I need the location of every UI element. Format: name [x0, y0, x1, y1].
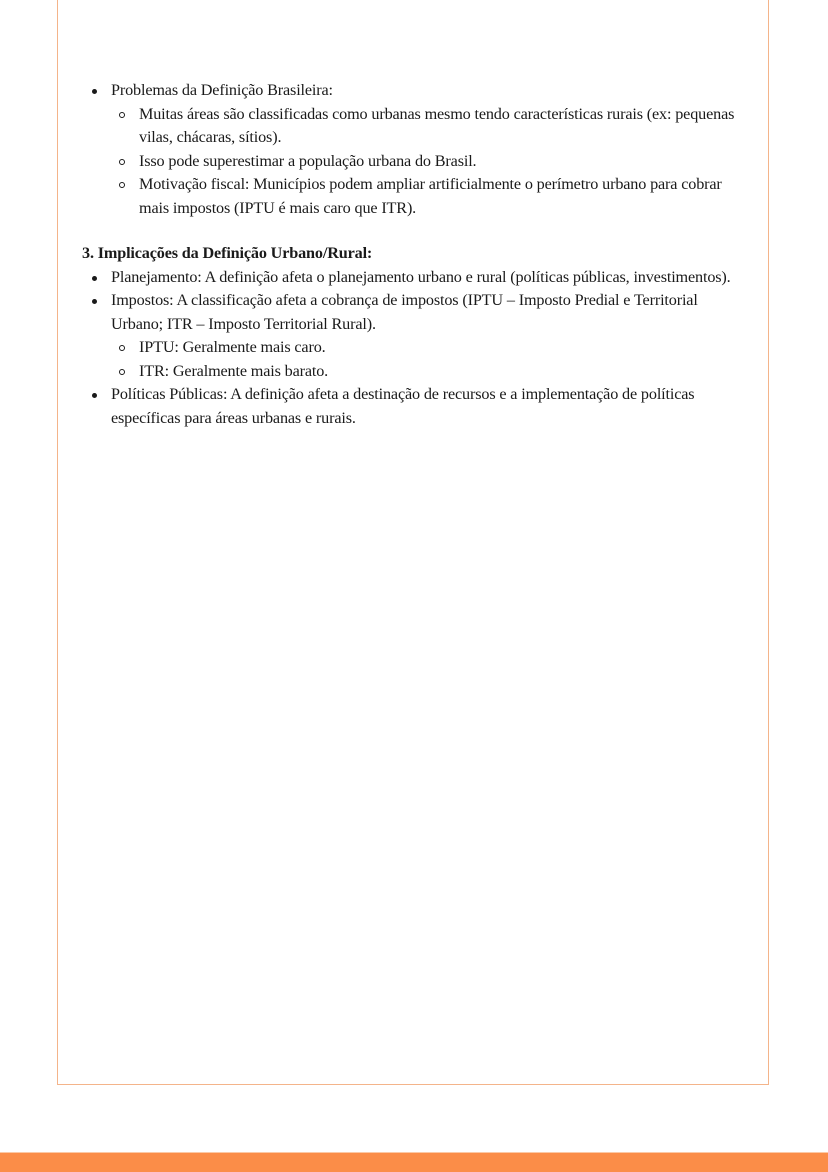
- problems-list: [82, 79, 742, 220]
- impostos-sublist: [111, 336, 742, 383]
- sublist-item: ITR: Geralmente mais barato.: [111, 360, 742, 384]
- list-item-impostos: [82, 289, 742, 383]
- list-item-planejamento: Planejamento: A definição afeta o planejamento urbano e rural (políticas públicas, investimentos).: [82, 266, 742, 290]
- implications-list: [82, 266, 742, 431]
- footer-accent-bar: [0, 1152, 828, 1172]
- list-item-label: Problemas da Definição Brasileira:: [111, 81, 333, 99]
- section-heading: 3. Implicações da Definição Urbano/Rural:: [82, 244, 373, 262]
- sublist-item: Isso pode superestimar a população urbana do Brasil.: [111, 150, 742, 174]
- list-item-problemas: [82, 79, 742, 220]
- sublist-item: Muitas áreas são classificadas como urbanas mesmo tendo características rurais (ex: pequenas vilas, chácaras, sítios).: [111, 103, 742, 150]
- document-content: [82, 79, 742, 430]
- sublist-item: Motivação fiscal: Municípios podem ampliar artificialmente o perímetro urbano para cobrar mais impostos (IPTU é mais caro que ITR).: [111, 173, 742, 220]
- list-item-politicas-publicas: Políticas Públicas: A definição afeta a destinação de recursos e a implementação de políticas específicas para áreas urbanas e rurais.: [82, 383, 742, 430]
- list-item-label: Impostos: A classificação afeta a cobrança de impostos (IPTU – Imposto Predial e Territorial Urbano; ITR – Imposto Territorial Rural).: [111, 291, 698, 333]
- sublist-item: IPTU: Geralmente mais caro.: [111, 336, 742, 360]
- problems-sublist: [111, 103, 742, 221]
